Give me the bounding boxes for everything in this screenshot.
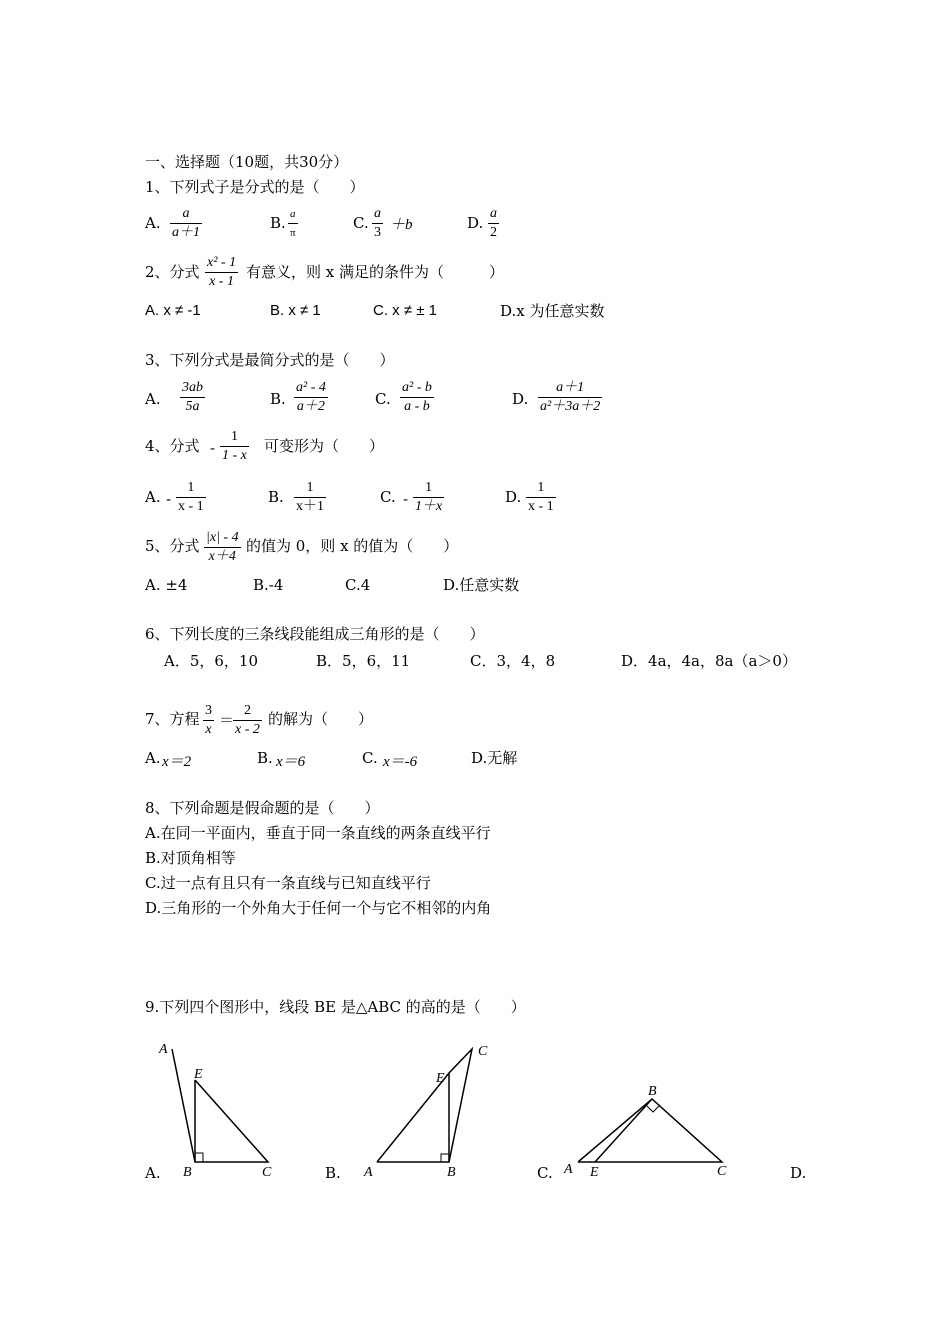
q5-prefix: 5、分式 — [145, 537, 200, 555]
q7-opt-a-expr: x＝2 — [162, 754, 192, 770]
q5-opt-c: C.4 — [345, 576, 371, 594]
numerator: 1 — [220, 428, 249, 447]
denominator: 1 - x — [222, 448, 247, 463]
q4-suffix: 可变形为（ ） — [264, 437, 385, 455]
q5-opt-d: D.任意实数 — [443, 576, 520, 594]
q1-stem: 1、下列式子是分式的是（ ） — [145, 178, 365, 196]
denominator: 1＋x — [415, 499, 443, 514]
vertex-label: A — [364, 1165, 373, 1180]
q3-opt-a-label: A. — [145, 390, 161, 408]
vertex-label: B — [183, 1165, 192, 1180]
q4-prefix: 4、分式 — [145, 437, 200, 455]
numerator: 3ab — [180, 379, 205, 398]
denominator: x — [205, 722, 212, 737]
denominator: a＋1 — [172, 225, 200, 240]
denominator: x＋4 — [208, 549, 236, 564]
q6-opt-c: C．3，4，8 — [470, 652, 556, 670]
q6-stem: 6、下列长度的三条线段能组成三角形的是（ ） — [145, 625, 485, 643]
q9-opt-c: C. — [537, 1164, 553, 1182]
q8-opt-d: D.三角形的一个外角大于任何一个与它不相邻的内角 — [145, 899, 492, 917]
q9-figure-b — [360, 1035, 500, 1185]
q6-opt-d: D．4a，4a，8a（a＞0） — [621, 652, 797, 670]
denominator: x＋1 — [296, 499, 324, 514]
q6-opt-a: A．5，6，10 — [164, 652, 259, 670]
q8-opt-b: B.对顶角相等 — [145, 849, 236, 867]
q7-right-fraction — [233, 702, 262, 739]
q8-opt-a: A.在同一平面内，垂直于同一条直线的两条直线平行 — [145, 824, 491, 842]
denominator: π — [290, 227, 296, 239]
q4-fraction — [220, 428, 249, 465]
vertex-label: B — [648, 1084, 657, 1099]
q7-left-fraction — [203, 702, 214, 739]
numerator: |x| - 4 — [204, 529, 241, 548]
q7-equals: ＝ — [219, 711, 235, 729]
q1-opt-d-fraction — [488, 205, 499, 242]
denominator: x - 1 — [209, 274, 234, 289]
q9-stem: 9.下列四个图形中，线段 BE 是△ABC 的高的是（ ） — [145, 998, 526, 1016]
q2-opt-b: B. x ≠ 1 — [270, 302, 321, 319]
q6-opt-b: B．5，6，11 — [316, 652, 411, 670]
vertex-label: A — [564, 1162, 573, 1177]
q4-opt-c-label: C. — [380, 488, 396, 506]
vertex-label: C — [717, 1164, 727, 1179]
q4-opt-b-label: B. — [268, 488, 284, 506]
q8-stem: 8、下列命题是假命题的是（ ） — [145, 799, 380, 817]
q2-fraction — [205, 254, 238, 291]
q2-opt-a: A. x ≠ -1 — [145, 302, 201, 319]
numerator: 1 — [413, 479, 444, 498]
q1-opt-b-fraction — [288, 205, 298, 242]
numerator: a² - b — [400, 379, 434, 398]
q3-stem: 3、下列分式是最简分式的是（ ） — [145, 351, 395, 369]
q3-opt-b-fraction — [294, 379, 328, 416]
q5-opt-b: B.-4 — [253, 576, 284, 594]
q9-opt-a: A. — [145, 1164, 161, 1182]
q1-opt-c-fraction — [372, 205, 383, 242]
denominator: x - 1 — [178, 499, 204, 514]
numerator: a — [372, 205, 383, 224]
q2-suffix: 有意义，则 x 满足的条件为（ ） — [246, 263, 504, 281]
numerator: 2 — [233, 702, 262, 721]
numerator: 1 — [294, 479, 326, 498]
numerator: 3 — [203, 702, 214, 721]
vertex-label: E — [436, 1071, 445, 1086]
q2-opt-d: D.x 为任意实数 — [500, 302, 605, 320]
q4-opt-c-fraction — [413, 479, 444, 516]
denominator: a - b — [404, 399, 430, 414]
numerator: x² - 1 — [205, 254, 238, 273]
denominator: 5a — [185, 399, 200, 414]
q5-suffix: 的值为 0，则 x 的值为（ ） — [246, 537, 459, 555]
q7-opt-a-label: A. — [145, 749, 161, 767]
q4-opt-c-sign: - — [403, 490, 409, 508]
q9-figure-a — [150, 1035, 290, 1185]
q3-opt-b-label: B. — [270, 390, 286, 408]
denominator: a²＋3a＋2 — [540, 399, 601, 414]
q4-opt-a-sign: - — [166, 490, 172, 508]
q8-opt-c: C.过一点有且只有一条直线与已知直线平行 — [145, 874, 431, 892]
q9-figure-c — [560, 1075, 740, 1185]
vertex-label: A — [159, 1042, 168, 1057]
numerator: 1 — [176, 479, 206, 498]
denominator: x - 2 — [235, 722, 260, 737]
q1-opt-c-label: C. — [353, 214, 369, 232]
q7-opt-d: D.无解 — [471, 749, 518, 767]
q3-opt-c-label: C. — [375, 390, 391, 408]
q7-prefix: 7、方程 — [145, 710, 200, 728]
vertex-label: E — [194, 1067, 203, 1082]
numerator: a — [170, 205, 202, 224]
q7-opt-c-expr: x＝-6 — [383, 754, 418, 770]
q1-opt-a-label: A. — [145, 214, 161, 232]
numerator: a — [488, 205, 499, 224]
q4-sign: - — [210, 439, 216, 457]
q7-opt-b-expr: x＝6 — [276, 754, 306, 770]
numerator: a² - 4 — [294, 379, 328, 398]
q2-opt-c: C. x ≠ ± 1 — [373, 302, 437, 319]
numerator: 1 — [526, 479, 556, 498]
q3-opt-d-label: D. — [512, 390, 529, 408]
q9-opt-b: B. — [325, 1164, 341, 1182]
q7-opt-b-label: B. — [257, 749, 273, 767]
q4-opt-d-label: D. — [505, 488, 522, 506]
vertex-label: B — [447, 1165, 456, 1180]
q4-opt-b-fraction — [294, 479, 326, 516]
q4-opt-d-fraction — [526, 479, 556, 516]
denominator: a＋2 — [296, 399, 325, 414]
q2-prefix: 2、分式 — [145, 263, 200, 281]
q5-fraction — [204, 529, 241, 566]
q1-opt-d-label: D. — [467, 214, 484, 232]
q1-opt-b-label: B. — [270, 214, 286, 232]
q4-opt-a-fraction — [176, 479, 206, 516]
denominator: x - 1 — [528, 499, 554, 514]
q5-opt-a: A. ±4 — [145, 576, 188, 594]
vertex-label: C — [478, 1044, 488, 1059]
q3-opt-c-fraction — [400, 379, 434, 416]
q7-suffix: 的解为（ ） — [268, 710, 374, 728]
vertex-label: C — [262, 1165, 272, 1180]
q7-opt-c-label: C. — [362, 749, 378, 767]
q1-opt-c-tail: ＋b — [390, 217, 413, 233]
q3-opt-a-fraction — [180, 379, 205, 416]
q3-opt-d-fraction — [538, 379, 602, 416]
q9-opt-d: D. — [790, 1164, 807, 1182]
denominator: 3 — [374, 225, 381, 240]
section-header: 一、选择题（10题，共30分） — [145, 153, 349, 171]
numerator: a＋1 — [538, 379, 602, 398]
q1-opt-a-fraction — [170, 205, 202, 242]
vertex-label: E — [590, 1165, 599, 1180]
denominator: 2 — [490, 225, 497, 240]
q4-opt-a-label: A. — [145, 488, 161, 506]
numerator: a — [288, 205, 298, 224]
